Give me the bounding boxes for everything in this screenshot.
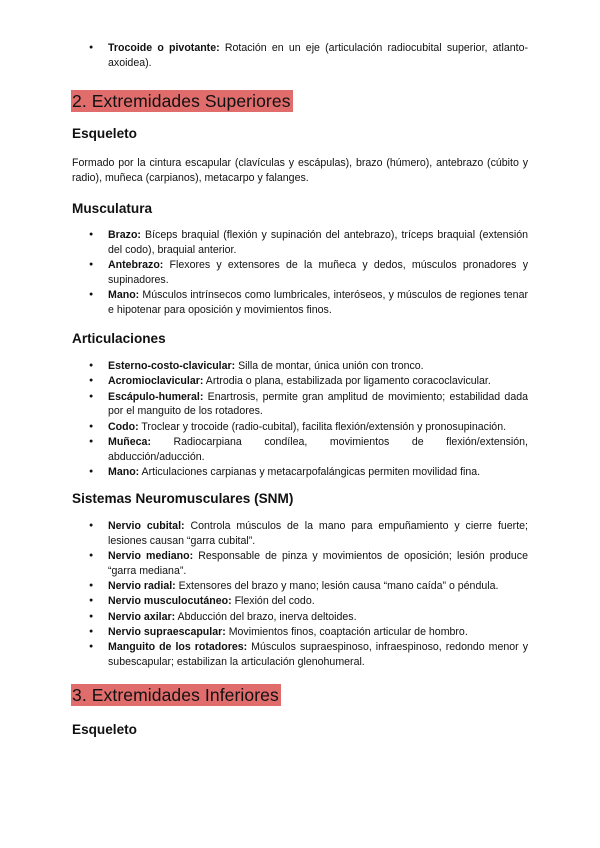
list-item: ● Esterno-costo-clavicular: Silla de montar, única unión con tronco. [72, 359, 528, 374]
list-item: ● Manguito de los rotadores: Músculos supraespinoso, infraespinoso, redondo menor y subescapular; estabilizan la articulación glenohumeral. [72, 640, 528, 670]
esqueleto-inferior-heading: Esqueleto [72, 722, 137, 737]
esqueleto-heading: Esqueleto [72, 126, 137, 141]
top-list [72, 41, 528, 71]
list-item: ● Antebrazo: Flexores y extensores de la muñeca y dedos, músculos pronadores y supinadores. [72, 258, 528, 288]
list-item: ● Mano: Músculos intrínsecos como lumbricales, interóseos, y músculos de regiones tenar e hipotenar para oposición y movimientos finos. [72, 288, 528, 318]
snm-heading: Sistemas Neuromusculares (SNM) [72, 491, 294, 506]
section-2-title: 2. Extremidades Superiores [72, 91, 291, 111]
section-3-heading [72, 684, 281, 706]
section-2-heading [72, 90, 293, 112]
list-item: ● Nervio axilar: Abducción del brazo, inerva deltoides. [72, 610, 528, 625]
list-item: ● Brazo: Bíceps braquial (flexión y supinación del antebrazo), tríceps braquial (extensión del codo), braquial anterior. [72, 228, 528, 258]
snm-list [72, 519, 528, 670]
list-item: ● Nervio cubital: Controla músculos de la mano para empuñamiento y cierre fuerte; lesiones causan “garra cubital”. [72, 519, 528, 549]
articulaciones-heading: Articulaciones [72, 331, 166, 346]
musculatura-heading: Musculatura [72, 201, 153, 216]
list-item: ● Trocoide o pivotante: Rotación en un eje (articulación radiocubital superior, atlanto-axoidea). [72, 41, 528, 71]
section-3-title: 3. Extremidades Inferiores [72, 685, 279, 705]
list-item: ● Escápulo-humeral: Enartrosis, permite gran amplitud de movimiento; estabilidad dada por el manguito de los rotadores. [72, 390, 528, 420]
articulaciones-list [72, 359, 528, 480]
list-item: ● Codo: Troclear y trocoide (radio-cubital), facilita flexión/extensión y pronosupinación. [72, 420, 528, 435]
list-item: ● Nervio musculocutáneo: Flexión del codo. [72, 594, 528, 609]
list-item: ● Muñeca: Radiocarpiana condílea, movimientos de flexión/extensión, abducción/aducción. [72, 435, 528, 465]
list-item: ● Mano: Articulaciones carpianas y metacarpofalángicas permiten movilidad fina. [72, 465, 528, 480]
musculatura-list [72, 228, 528, 318]
list-item: ● Acromioclavicular: Artrodia o plana, estabilizada por ligamento coracoclavicular. [72, 374, 528, 389]
list-item: ● Nervio radial: Extensores del brazo y mano; lesión causa “mano caída” o péndula. [72, 579, 528, 594]
esqueleto-paragraph: Formado por la cintura escapular (clavículas y escápulas), brazo (húmero), antebrazo (cúbito y radio), muñeca (carpianos), metacarpo y falanges. [72, 157, 528, 184]
list-item: ● Nervio supraescapular: Movimientos finos, coaptación articular de hombro. [72, 625, 528, 640]
list-item: ● Nervio mediano: Responsable de pinza y movimientos de oposición; lesión produce “garra mediana”. [72, 549, 528, 579]
